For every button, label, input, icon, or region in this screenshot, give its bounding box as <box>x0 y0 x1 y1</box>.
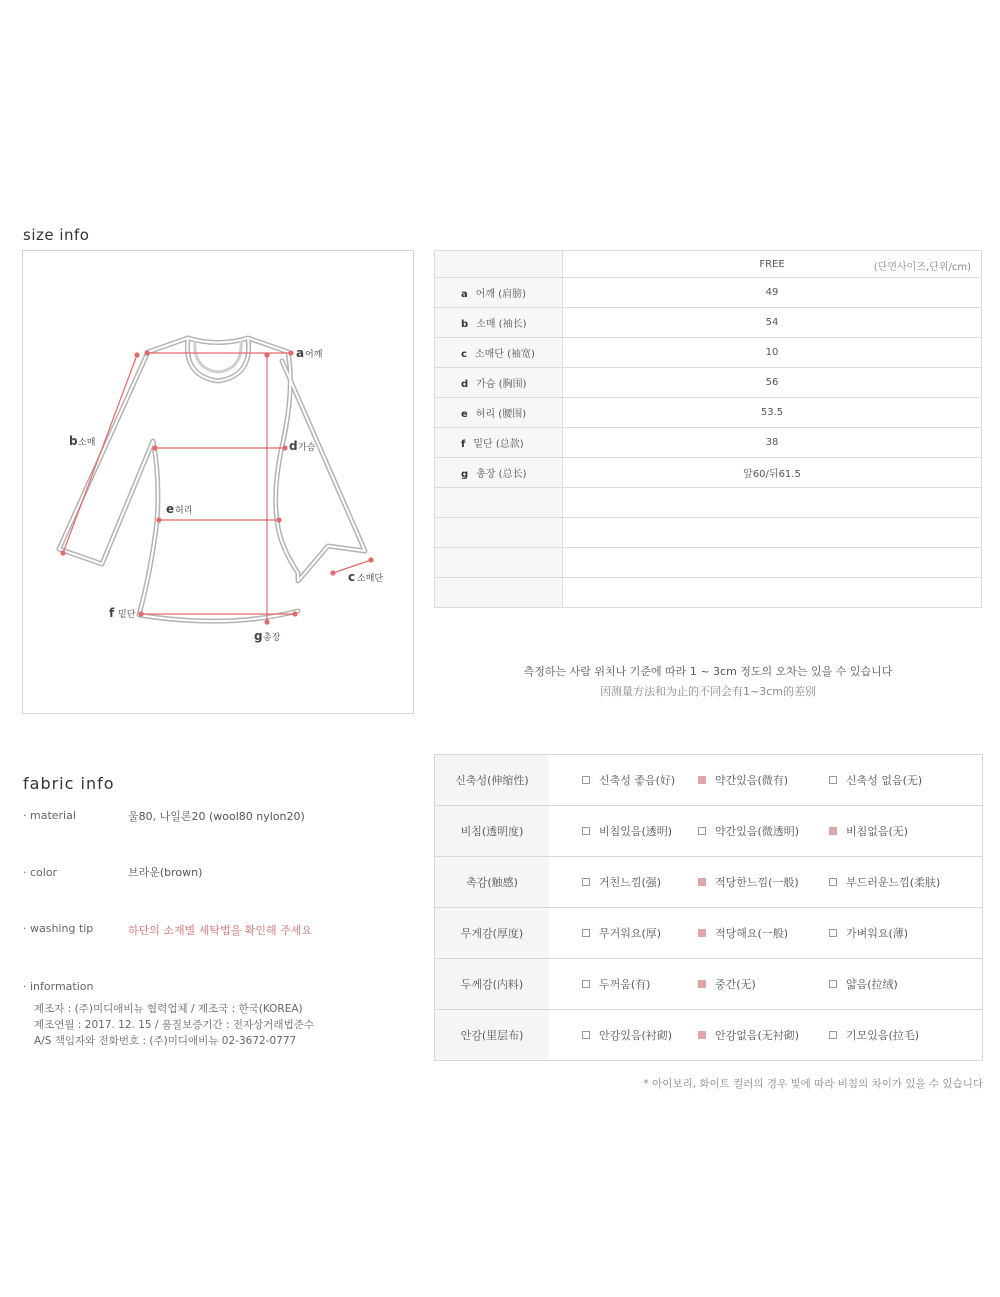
size-row: d 가슴 (胸围) 56 <box>435 368 982 398</box>
size-row-value: 54 <box>563 308 982 338</box>
size-free-header: FREE <box>759 258 785 270</box>
checkbox <box>582 878 590 886</box>
size-row: a 어깨 (肩膀) 49 <box>435 278 982 308</box>
size-row-empty <box>435 548 982 578</box>
info-line: A/S 책임자와 전화번호 : (주)미디애비뉴 02-3672-0777 <box>34 1035 297 1047</box>
size-row-label: 총장 (总长) <box>476 469 527 480</box>
size-row-label: 어깨 (肩膀) <box>475 289 527 300</box>
fabric-table <box>434 754 983 1061</box>
checkbox <box>829 878 837 886</box>
fabric-row-label: 비침(透明度) <box>435 806 550 857</box>
washing-value: 하단의 소재별 세탁법을 확인해 주세요 <box>128 924 313 937</box>
size-row-label: 허리 (腰围) <box>475 409 527 420</box>
size-row-empty <box>435 518 982 548</box>
label-c-letter: c <box>348 570 356 584</box>
checkbox <box>582 980 590 988</box>
size-info-heading: size info <box>23 226 90 244</box>
label-c-text: 소매단 <box>357 574 384 584</box>
checkbox <box>582 929 590 937</box>
garment-diagram-svg <box>23 251 415 715</box>
size-row: f 밑단 (总款) 38 <box>435 428 982 458</box>
info-line: 제조자 : (주)미디애비뉴 협력업체 / 제조국 : 한국(KOREA) <box>34 1003 303 1015</box>
washing-label: · washing tip <box>23 922 94 935</box>
size-row-value: 38 <box>563 428 982 458</box>
size-row: g 총장 (总长) 앞60/뒤61.5 <box>435 458 982 488</box>
fabric-row: 무게감(厚度) 무거워요(厚) 적당해요(一般) 가벼워요(薄) <box>435 908 983 959</box>
color-value: 브라운(brown) <box>128 866 203 879</box>
size-row-empty <box>435 578 982 608</box>
label-a-letter: a <box>296 346 305 360</box>
checkbox-checked <box>829 827 837 835</box>
size-row-value: 56 <box>563 368 982 398</box>
material-label: · material <box>23 809 76 822</box>
fabric-info-heading: fabric info <box>23 774 115 793</box>
material-value: 울80, 나일론20 (wool80 nylon20) <box>128 810 305 823</box>
fabric-row-label: 안감(里层布) <box>435 1010 550 1061</box>
label-b-text: 소매 <box>78 438 96 448</box>
size-row: c 소매단 (袖宽) 10 <box>435 338 982 368</box>
checkbox <box>829 980 837 988</box>
info-line: 제조연월 : 2017. 12. 15 / 품질보증기간 : 전자상거래법준수 <box>34 1019 315 1031</box>
sleeve-line <box>63 355 137 553</box>
size-row-empty <box>435 488 982 518</box>
size-row-label: 밑단 (总款) <box>473 439 524 450</box>
checkbox <box>829 1031 837 1039</box>
fabric-row-label: 무게감(厚度) <box>435 908 550 959</box>
checkbox-checked <box>698 929 706 937</box>
checkbox <box>582 1031 590 1039</box>
checkbox <box>582 827 590 835</box>
size-row-value: 앞60/뒤61.5 <box>563 458 982 488</box>
label-g-text: 총장 <box>263 633 281 643</box>
checkbox-checked <box>698 878 706 886</box>
size-row-value: 49 <box>563 278 982 308</box>
label-a-text: 어깨 <box>305 350 323 360</box>
size-row-value: 53.5 <box>563 398 982 428</box>
checkbox <box>698 827 706 835</box>
checkbox-checked <box>698 1031 706 1039</box>
size-row-label: 소매단 (袖宽) <box>474 349 535 360</box>
size-table-corner <box>435 251 563 278</box>
size-row: b 소매 (袖长) 54 <box>435 308 982 338</box>
label-g-letter: g <box>254 629 263 643</box>
size-row-label: 소매 (袖长) <box>476 319 527 330</box>
checkbox <box>829 929 837 937</box>
measurement-note-kr: 측정하는 사람 위치나 기준에 따라 1 ~ 3cm 정도의 오차는 있을 수 있습니다 <box>523 665 893 678</box>
garment-diagram <box>22 250 414 714</box>
size-table <box>434 250 982 608</box>
fabric-row: 두께감(内料) 두꺼움(有) 중간(无) 얇음(拉绒) <box>435 959 983 1010</box>
fabric-row-label: 신축성(伸缩性) <box>435 755 550 806</box>
fabric-row-label: 촉감(触感) <box>435 857 550 908</box>
label-d-letter: d <box>289 439 298 453</box>
information-block <box>34 1001 314 1049</box>
size-unit-note: (단면사이즈,단위/cm) <box>873 262 971 273</box>
size-table-header <box>563 251 982 278</box>
fabric-row: 촉감(触感) 거친느낌(强) 적당한느낌(一般) 부드러운느낌(柔肤) <box>435 857 983 908</box>
fabric-row: 안감(里层布) 안감있음(衬砌) 안감없음(无衬砌) 기모있음(拉毛) <box>435 1010 983 1061</box>
label-e-letter: e <box>166 502 175 516</box>
size-row-value: 10 <box>563 338 982 368</box>
fabric-row: 비침(透明度) 비침있음(透明) 약간있음(微透明) 비침없음(无) <box>435 806 983 857</box>
label-f-letter: f <box>109 606 115 620</box>
checkbox-checked <box>698 980 706 988</box>
checkbox <box>829 776 837 784</box>
fabric-footnote: * 아이보리, 화이트 컬러의 경우 빛에 따라 비침의 차이가 있을 수 있습니다 <box>643 1078 983 1090</box>
label-f-text: 밑단 <box>118 610 136 620</box>
measurement-note-cn: 因测量方法和为止的不同会有1~3cm的差别 <box>600 685 816 698</box>
size-row: e 허리 (腰围) 53.5 <box>435 398 982 428</box>
information-label: · information <box>23 980 94 993</box>
fabric-row-label: 두께감(内料) <box>435 959 550 1010</box>
label-d-text: 가슴 <box>298 443 316 453</box>
checkbox <box>582 776 590 784</box>
fabric-row: 신축성(伸缩性) 신축성 좋음(好) 약간있음(微有) 신축성 없음(无) <box>435 755 983 806</box>
size-row-label: 가슴 (胸围) <box>476 379 527 390</box>
label-b-letter: b <box>69 434 78 448</box>
checkbox-checked <box>698 776 706 784</box>
color-label: · color <box>23 866 58 879</box>
label-e-text: 허리 <box>175 506 193 516</box>
